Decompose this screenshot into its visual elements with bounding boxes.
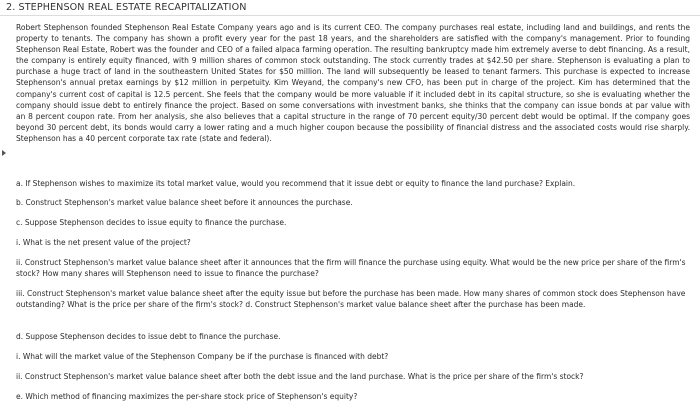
- case-paragraph: Robert Stephenson founded Stephenson Real Estate Company years ago and is its current CEO. The company purchases real estate, including land and buildings, and rents the property to tenants. The company has shown a profit every year for the past 18 years, and the shareholders are satisfied with the company's management. Prior to founding Stephenson Real Estate, Robert was the founder and CEO of a failed alpaca farming operation. The resulting bankruptcy made him extremely averse to debt financing. As a result, the company is entirely equity financed, with 9 million shares of common stock outstanding. The stock currently trades at $42.50 per share. Stephenson is evaluating a plan to purchase a huge tract of land in the southeastern United States for $50 million. The land will subsequently be leased to tenant farmers. This purchase is expected to increase Stephenson's annual pretax earnings by $12 million in perpetuity. Kim Weyand, the company's new CFO, has been put in charge of the project. Kim has determined that the company's current cost of capital is 12.5 percent. She feels that the company would be more valuable if it included debt in its capital structure, so she is evaluating whether the company should issue debt to entirely finance the project. Based on some conversations with investment banks, she thinks that the company can issue bonds at par value with an 8 percent coupon rate. From her analysis, she also believes that a capital structure in the range of 70 percent equity/30 percent debt would be optimal. If the company goes beyond 30 percent debt, its bonds would carry a lower rating and a much higher coupon because the possibility of financial distress and the associated costs would rise sharply. Stephenson has a 40 percent corporate tax rate (state and federal).: [16, 23, 690, 143]
- side-expand-arrow-icon[interactable]: [2, 150, 6, 156]
- question-d-i: i. What will the market value of the Stephenson Company be if the purchase is financed with debt?: [16, 352, 389, 361]
- question-c-ii: ii. Construct Stephenson's market value balance sheet after it announces that the firm will finance the purchase using equity. What would be the new price per share of the firm's stock? How many shares will Stephenson need to issue to finance the purchase?: [16, 258, 686, 279]
- question-d: d. Suppose Stephenson decides to issue debt to finance the purchase.: [16, 332, 281, 341]
- question-d-ii: ii. Construct Stephenson's market value balance sheet after both the debt issue and the land purchase. What is the price per share of the firm's stock?: [16, 372, 584, 381]
- question-c: c. Suppose Stephenson decides to issue equity to finance the purchase.: [16, 218, 287, 227]
- heading-divider: [0, 15, 700, 16]
- question-c-iii: iii. Construct Stephenson's market value balance sheet after the equity issue but before the purchase has been made. How many shares of common stock does Stephenson have outstanding? What is the price per share of the firm's stock? d. Construct Stephenson's market value balance sheet after the purchase has been made.: [16, 289, 686, 310]
- section-heading: 2. STEPHENSON REAL ESTATE RECAPITALIZATION: [6, 2, 247, 13]
- question-e: e. Which method of financing maximizes the per-share stock price of Stephenson's equity?: [16, 392, 358, 401]
- question-c-i: i. What is the net present value of the project?: [16, 238, 191, 247]
- question-b: b. Construct Stephenson's market value balance sheet before it announces the purchase.: [16, 198, 353, 207]
- question-a: a. If Stephenson wishes to maximize its total market value, would you recommend that it issue debt or equity to finance the land purchase? Explain.: [16, 179, 576, 188]
